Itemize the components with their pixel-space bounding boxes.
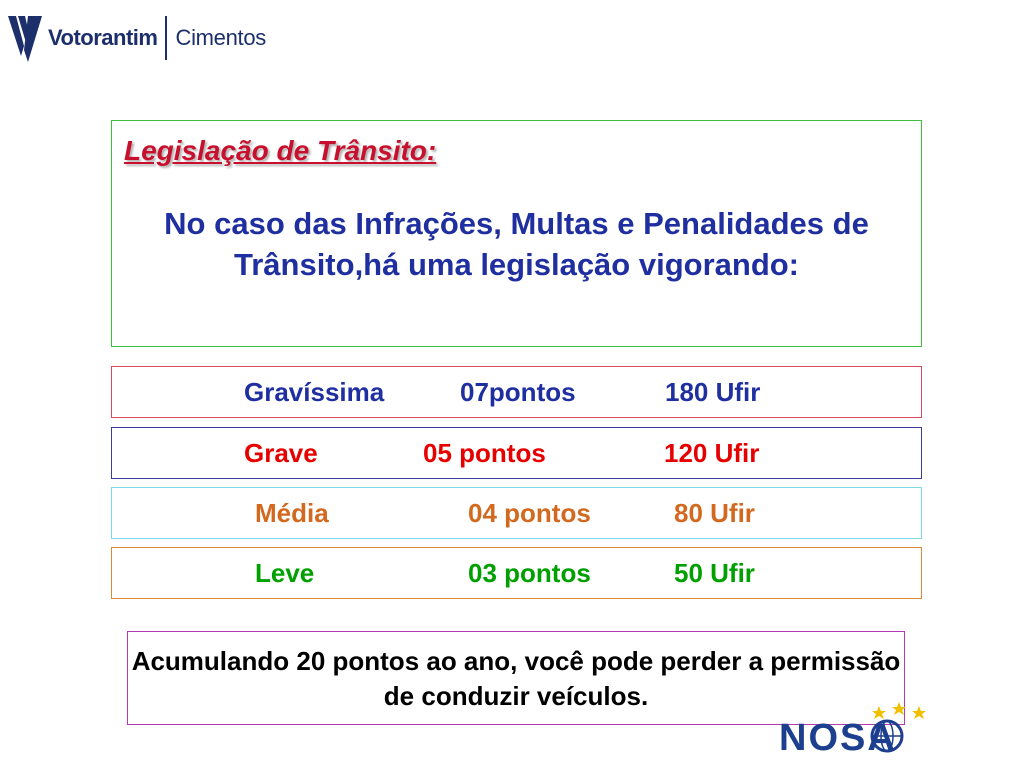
severity-label: Grave xyxy=(244,438,318,468)
intro-title: Legislação de Trânsito: xyxy=(124,135,437,166)
fine-value: 80 Ufir xyxy=(674,498,755,528)
points-value: 04 pontos xyxy=(468,498,591,528)
fine-value: 180 Ufir xyxy=(665,377,761,407)
votorantim-logo xyxy=(8,12,266,64)
points-value: 07pontos xyxy=(460,377,576,407)
logo-divider xyxy=(165,16,167,60)
nosa-logo-text: NOSA xyxy=(779,717,897,758)
brand-division: Cimentos xyxy=(175,25,267,50)
fine-value: 120 Ufir xyxy=(664,438,760,468)
severity-label: Leve xyxy=(255,558,315,588)
legislation-intro-box xyxy=(111,120,922,347)
fine-value: 50 Ufir xyxy=(674,558,755,588)
points-value: 05 pontos xyxy=(423,438,546,468)
infraction-row-gravissima xyxy=(111,366,922,418)
intro-text: No caso das Infrações, Multas e Penalidades de Trânsito,há uma legislação vigorando: xyxy=(164,206,869,282)
votorantim-v-icon xyxy=(8,12,42,64)
brand-name: Votorantim xyxy=(48,25,158,50)
infraction-row-media xyxy=(111,487,922,539)
warning-text: Acumulando 20 pontos ao ano, você pode perder a permissão de conduzir veículos. xyxy=(131,646,901,711)
infraction-row-grave xyxy=(111,427,922,479)
infraction-row-leve xyxy=(111,547,922,599)
severity-label: Média xyxy=(255,498,329,528)
nosa-logo xyxy=(775,698,1015,758)
points-value: 03 pontos xyxy=(468,558,591,588)
severity-label: Gravíssima xyxy=(244,377,385,407)
